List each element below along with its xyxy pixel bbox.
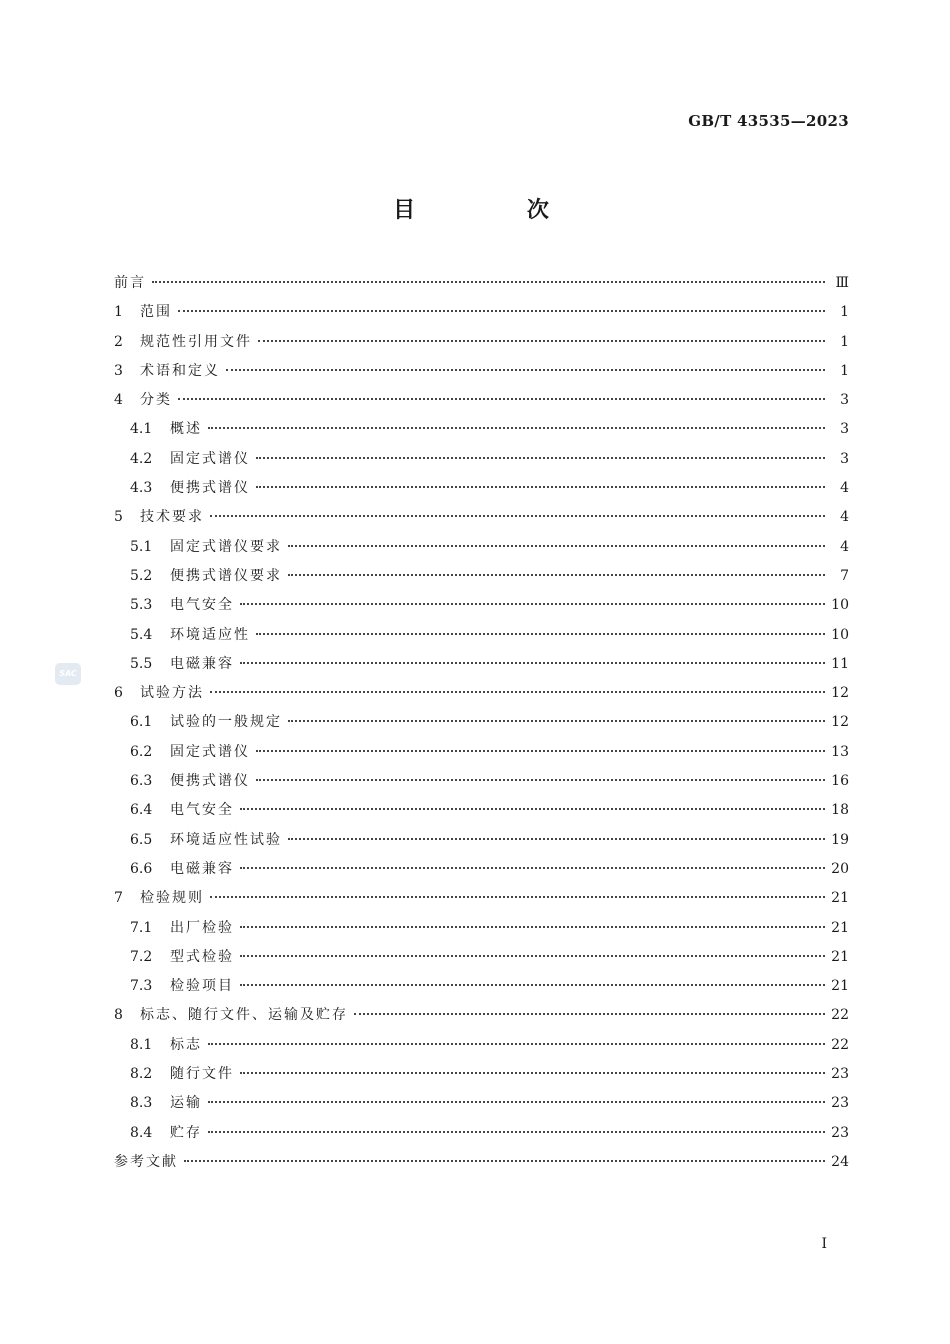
toc-leader-dots bbox=[288, 560, 825, 576]
toc-entry-title: 出厂检验 bbox=[170, 919, 234, 936]
toc-entry-title: 运输 bbox=[170, 1095, 202, 1112]
toc-entry[interactable] bbox=[114, 884, 849, 913]
standard-number: GB/T 43535—2023 bbox=[688, 112, 849, 130]
toc-entry-page: Ⅲ bbox=[835, 275, 849, 291]
toc-entry[interactable] bbox=[114, 972, 849, 1001]
toc-entry[interactable] bbox=[114, 533, 849, 562]
toc-entry[interactable] bbox=[114, 445, 849, 474]
toc-entry[interactable] bbox=[114, 1119, 849, 1148]
toc-entry-page: 16 bbox=[831, 773, 849, 790]
toc-entry-title: 贮存 bbox=[170, 1124, 202, 1141]
toc-leader-dots bbox=[288, 824, 825, 840]
toc-entry[interactable] bbox=[114, 1089, 849, 1118]
toc-entry[interactable] bbox=[114, 855, 849, 884]
toc-entry-page: 23 bbox=[831, 1066, 849, 1083]
toc-entry-number: 5.4 bbox=[130, 626, 153, 643]
toc-entry-page: 23 bbox=[831, 1095, 849, 1112]
toc-entry-title: 电气安全 bbox=[170, 802, 234, 819]
toc-entry-title: 试验方法 bbox=[140, 685, 204, 702]
toc-entry[interactable] bbox=[114, 826, 849, 855]
toc-leader-dots bbox=[288, 531, 825, 547]
toc-leader-dots bbox=[258, 326, 825, 342]
toc-entry[interactable] bbox=[114, 415, 849, 444]
toc-entry-title: 标志 bbox=[170, 1036, 202, 1053]
toc-entry-number: 6.6 bbox=[130, 860, 153, 877]
toc-leader-dots bbox=[178, 384, 825, 400]
toc-entry-title: 检验项目 bbox=[170, 978, 234, 995]
toc-entry-number: 2 bbox=[114, 333, 123, 350]
toc-entry[interactable] bbox=[114, 679, 849, 708]
toc-entry-number: 5 bbox=[114, 509, 123, 526]
toc-entry-title: 概述 bbox=[170, 421, 202, 438]
toc-entry-number: 7.1 bbox=[130, 919, 153, 936]
toc-leader-dots bbox=[208, 1087, 825, 1103]
toc-leader-dots bbox=[256, 619, 825, 635]
toc-entry-title: 固定式谱仪 bbox=[170, 450, 250, 467]
toc-leader-dots bbox=[240, 648, 825, 664]
toc-entry[interactable] bbox=[114, 708, 849, 737]
toc-entry-title: 范围 bbox=[140, 304, 172, 321]
toc-entry-page: 11 bbox=[831, 655, 849, 672]
toc-entry-page: 3 bbox=[840, 392, 849, 409]
toc-entry[interactable] bbox=[114, 621, 849, 650]
toc-entry[interactable] bbox=[114, 357, 849, 386]
toc-leader-dots bbox=[210, 501, 825, 517]
toc-entry-number: 5.2 bbox=[130, 567, 153, 584]
toc-entry-number: 8.4 bbox=[130, 1124, 153, 1141]
toc-entry-number: 7.2 bbox=[130, 948, 153, 965]
toc-entry[interactable] bbox=[114, 562, 849, 591]
toc-entry-title: 电气安全 bbox=[170, 597, 234, 614]
toc-entry-number: 4.1 bbox=[130, 421, 153, 438]
toc-entry-number: 6 bbox=[114, 685, 123, 702]
toc-entry-title: 电磁兼容 bbox=[170, 655, 234, 672]
toc-entry[interactable] bbox=[114, 738, 849, 767]
toc-leader-dots bbox=[256, 765, 825, 781]
toc-entry-page: 13 bbox=[831, 743, 849, 760]
toc-entry-number: 5.5 bbox=[130, 655, 153, 672]
toc-entry-number: 6.5 bbox=[130, 831, 153, 848]
toc-entry-number: 8.2 bbox=[130, 1066, 153, 1083]
toc-entry-number: 4.3 bbox=[130, 480, 153, 497]
toc-entry-title: 前言 bbox=[114, 275, 146, 291]
sac-watermark-logo: SAC bbox=[55, 663, 81, 685]
toc-leader-dots bbox=[354, 999, 825, 1015]
toc-entry[interactable] bbox=[114, 1001, 849, 1030]
toc-entry-page: 21 bbox=[831, 948, 849, 965]
toc-entry-page: 21 bbox=[831, 919, 849, 936]
toc-entry-page: 7 bbox=[840, 567, 849, 584]
toc-entry-page: 22 bbox=[831, 1007, 849, 1024]
table-of-contents bbox=[114, 269, 849, 1177]
toc-entry-page: 1 bbox=[840, 362, 849, 379]
toc-entry-number: 5.3 bbox=[130, 597, 153, 614]
toc-entry-title: 固定式谱仪要求 bbox=[170, 538, 282, 555]
toc-entry-page: 21 bbox=[831, 978, 849, 995]
toc-entry-page: 3 bbox=[840, 421, 849, 438]
toc-leader-dots bbox=[208, 1117, 825, 1133]
toc-entry-title: 便携式谱仪 bbox=[170, 480, 250, 497]
toc-entry-title: 环境适应性 bbox=[170, 626, 250, 643]
toc-entry-page: 1 bbox=[840, 304, 849, 321]
toc-entry[interactable] bbox=[114, 1148, 849, 1177]
toc-entry-page: 18 bbox=[831, 802, 849, 819]
toc-entry[interactable] bbox=[114, 1031, 849, 1060]
toc-leader-dots bbox=[210, 677, 825, 693]
toc-entry[interactable] bbox=[114, 796, 849, 825]
toc-entry[interactable] bbox=[114, 298, 849, 327]
toc-entry-number: 6.1 bbox=[130, 714, 153, 731]
toc-leader-dots bbox=[256, 472, 825, 488]
toc-entry-number: 6.3 bbox=[130, 773, 153, 790]
toc-leader-dots bbox=[210, 882, 825, 898]
toc-leader-dots bbox=[240, 941, 825, 957]
toc-entry-title: 电磁兼容 bbox=[170, 860, 234, 877]
toc-entry-page: 23 bbox=[831, 1124, 849, 1141]
toc-entry-page: 4 bbox=[840, 538, 849, 555]
toc-entry[interactable] bbox=[114, 650, 849, 679]
toc-entry-page: 20 bbox=[831, 860, 849, 877]
toc-entry-page: 10 bbox=[831, 597, 849, 614]
toc-entry-page: 1 bbox=[840, 333, 849, 350]
toc-entry-page: 3 bbox=[840, 450, 849, 467]
toc-entry-page: 22 bbox=[831, 1036, 849, 1053]
toc-entry-page: 24 bbox=[831, 1153, 849, 1170]
toc-entry-title: 随行文件 bbox=[170, 1066, 234, 1083]
toc-entry-title: 检验规则 bbox=[140, 890, 204, 907]
toc-entry-number: 6.4 bbox=[130, 802, 153, 819]
toc-entry[interactable] bbox=[114, 503, 849, 532]
toc-leader-dots bbox=[184, 1146, 825, 1162]
toc-entry-title: 规范性引用文件 bbox=[140, 333, 252, 350]
toc-entry-number: 3 bbox=[114, 362, 123, 379]
toc-entry-page: 21 bbox=[831, 890, 849, 907]
toc-entry[interactable] bbox=[114, 1060, 849, 1089]
toc-entry-number: 1 bbox=[114, 304, 123, 321]
toc-entry-title: 分类 bbox=[140, 392, 172, 409]
toc-leader-dots bbox=[152, 267, 825, 283]
toc-entry-title: 术语和定义 bbox=[140, 362, 220, 379]
toc-entry-number: 8.1 bbox=[130, 1036, 153, 1053]
toc-entry-page: 4 bbox=[840, 509, 849, 526]
toc-entry[interactable] bbox=[114, 943, 849, 972]
toc-leader-dots bbox=[208, 413, 825, 429]
toc-entry-number: 6.2 bbox=[130, 743, 153, 760]
toc-entry-title: 试验的一般规定 bbox=[170, 714, 282, 731]
toc-entry[interactable] bbox=[114, 474, 849, 503]
toc-entry-number: 8 bbox=[114, 1007, 123, 1024]
toc-entry-number: 5.1 bbox=[130, 538, 153, 555]
toc-leader-dots bbox=[178, 296, 825, 312]
toc-entry-number: 7.3 bbox=[130, 978, 153, 995]
toc-entry-title: 型式检验 bbox=[170, 948, 234, 965]
toc-entry-title: 便携式谱仪 bbox=[170, 773, 250, 790]
toc-entry-page: 19 bbox=[831, 831, 849, 848]
toc-leader-dots bbox=[288, 706, 825, 722]
toc-leader-dots bbox=[240, 794, 825, 810]
toc-entry[interactable] bbox=[114, 767, 849, 796]
toc-entry-title: 固定式谱仪 bbox=[170, 743, 250, 760]
toc-entry-page: 10 bbox=[831, 626, 849, 643]
toc-leader-dots bbox=[240, 853, 825, 869]
toc-leader-dots bbox=[226, 355, 825, 371]
toc-entry[interactable] bbox=[114, 328, 849, 357]
toc-entry-title: 技术要求 bbox=[140, 509, 204, 526]
toc-entry-page: 4 bbox=[840, 480, 849, 497]
toc-entry-title: 参考文献 bbox=[114, 1153, 178, 1170]
toc-entry-number: 7 bbox=[114, 890, 123, 907]
page-number: I bbox=[821, 1236, 827, 1252]
toc-entry[interactable] bbox=[114, 269, 849, 298]
toc-leader-dots bbox=[240, 970, 825, 986]
toc-leader-dots bbox=[240, 1058, 825, 1074]
toc-entry-title: 环境适应性试验 bbox=[170, 831, 282, 848]
toc-leader-dots bbox=[240, 912, 825, 928]
page-title: 目 次 bbox=[393, 198, 601, 223]
toc-entry-number: 8.3 bbox=[130, 1095, 153, 1112]
toc-entry-title: 标志、随行文件、运输及贮存 bbox=[140, 1007, 348, 1024]
toc-entry-page: 12 bbox=[831, 685, 849, 702]
toc-leader-dots bbox=[240, 589, 825, 605]
toc-entry-title: 便携式谱仪要求 bbox=[170, 567, 282, 584]
toc-entry-number: 4.2 bbox=[130, 450, 153, 467]
toc-entry[interactable] bbox=[114, 914, 849, 943]
toc-entry[interactable] bbox=[114, 591, 849, 620]
toc-entry-page: 12 bbox=[831, 714, 849, 731]
toc-leader-dots bbox=[256, 736, 825, 752]
toc-entry-number: 4 bbox=[114, 392, 123, 409]
toc-leader-dots bbox=[208, 1029, 825, 1045]
toc-entry[interactable] bbox=[114, 386, 849, 415]
toc-leader-dots bbox=[256, 443, 825, 459]
